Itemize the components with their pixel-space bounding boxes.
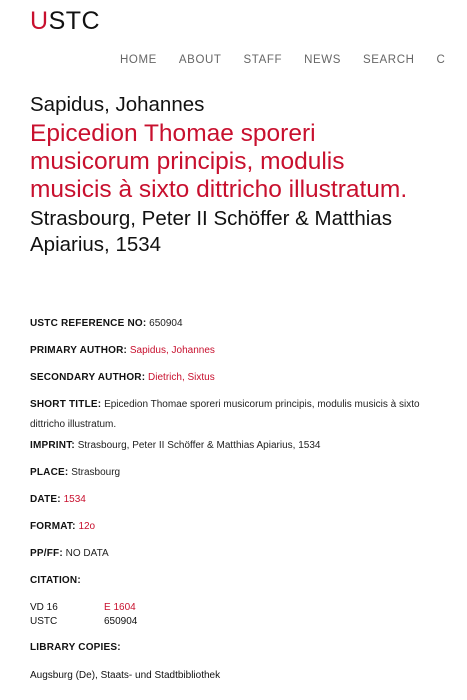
field-label: IMPRINT:	[30, 440, 75, 451]
imprint-heading: Strasbourg, Peter II Schöffer & Matthias Apiarius, 1534	[30, 207, 392, 256]
field-label: PLACE:	[30, 467, 69, 478]
field-primary-author	[30, 344, 422, 358]
field-label: DATE:	[30, 494, 61, 505]
nav-home[interactable]: HOME	[120, 54, 157, 66]
format-link[interactable]: 12o	[78, 521, 96, 532]
field-label: FORMAT:	[30, 521, 76, 532]
citation-number-link[interactable]: E 1604	[104, 602, 136, 613]
field-imprint	[30, 439, 422, 453]
field-label: SHORT TITLE:	[30, 399, 102, 410]
record-title: Epicedion Thomae sporeri musicorum principis, modulis musicis à sixto dittricho illustratum.	[30, 120, 408, 203]
citation-number: 650904	[104, 616, 138, 627]
field-label: USTC REFERENCE NO:	[30, 318, 147, 329]
author-heading: Sapidus, Johannes	[30, 93, 205, 116]
field-label: CITATION:	[30, 575, 81, 586]
field-label: PP/FF:	[30, 548, 63, 559]
imprint-value: Strasbourg, Peter II Schöffer & Matthias Apiarius, 1534	[77, 440, 321, 451]
logo-letter-u: U	[30, 7, 49, 35]
primary-author-link[interactable]: Sapidus, Johannes	[129, 345, 215, 356]
field-format	[30, 520, 422, 534]
main-nav	[120, 53, 467, 67]
place-value: Strasbourg	[71, 467, 121, 478]
nav-contact[interactable]: C	[436, 54, 446, 66]
field-secondary-author	[30, 371, 422, 385]
site-logo[interactable]	[30, 6, 100, 36]
field-place	[30, 466, 422, 480]
field-library-copies	[30, 641, 422, 655]
ppff-value: NO DATA	[65, 548, 109, 559]
field-citation	[30, 574, 422, 588]
nav-about[interactable]: ABOUT	[178, 54, 222, 66]
field-short-title	[30, 395, 422, 435]
field-reference	[30, 317, 422, 331]
logo-letters: STC	[48, 7, 101, 35]
record-heading	[30, 92, 415, 258]
nav-staff[interactable]: STAFF	[243, 54, 283, 66]
short-title-value: Epicedion Thomae sporeri musicorum principis, modulis musicis à sixto dittricho illustratum.	[30, 399, 420, 430]
date-link[interactable]: 1534	[63, 494, 86, 505]
field-label: PRIMARY AUTHOR:	[30, 345, 128, 356]
nav-news[interactable]: NEWS	[304, 54, 341, 66]
field-date	[30, 493, 422, 507]
secondary-author-link[interactable]: Dietrich, Sixtus	[148, 372, 215, 383]
field-ppff	[30, 547, 422, 561]
field-label: LIBRARY COPIES:	[30, 642, 121, 653]
citation-source: USTC	[30, 616, 58, 627]
field-label: SECONDARY AUTHOR:	[30, 372, 146, 383]
library-copy-item: Augsburg (De), Staats- und Stadtbibliothek	[30, 670, 221, 681]
nav-search[interactable]: SEARCH	[363, 54, 415, 66]
citation-source: VD 16	[30, 602, 58, 613]
reference-value: 650904	[149, 318, 183, 329]
